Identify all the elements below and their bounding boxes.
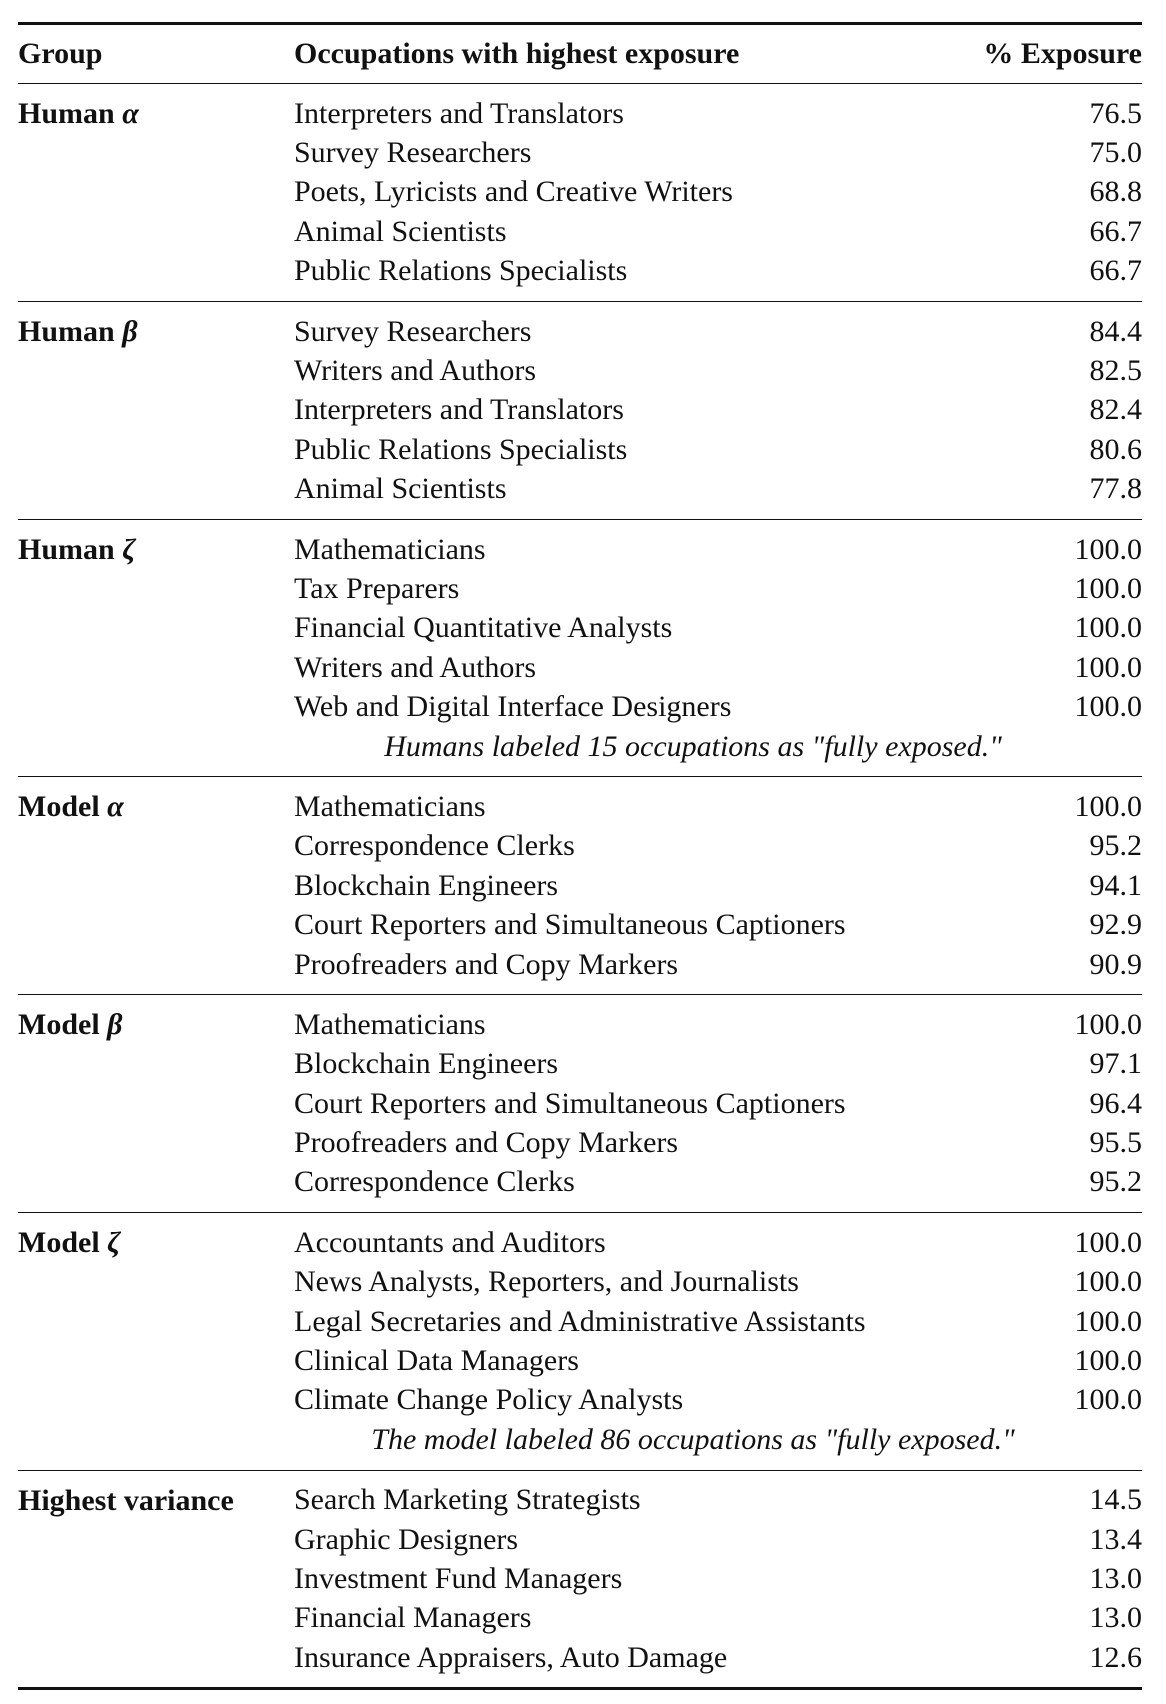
group-label [18,787,294,984]
occupation-cell: Financial Quantitative Analysts [294,611,673,645]
table-row [294,173,1142,212]
group-note-text: Humans labeled 15 occupations as "fully exposed." [384,729,1002,763]
exposure-cell: 100.0 [1074,789,1142,823]
occupation-cell: Animal Scientists [294,214,507,248]
table-row [294,530,1142,569]
group-label [18,312,294,509]
group-note-text: The model labeled 86 occupations as "fully exposed." [371,1423,1015,1457]
table-row [294,1638,1142,1677]
table-row [294,351,1142,390]
table-row [294,430,1142,469]
exposure-cell: 95.2 [1089,829,1142,863]
table-row [294,1005,1142,1044]
exposure-cell: 100.0 [1074,611,1142,645]
occupation-cell: Proofreaders and Copy Markers [294,947,679,981]
exposure-cell: 66.7 [1089,214,1142,248]
group-greek-symbol: α [107,790,124,824]
occupation-cell: Interpreters and Translators [294,96,624,130]
exposure-cell: 100.0 [1074,1265,1142,1299]
exposure-cell: 82.4 [1089,393,1142,427]
occupation-cell: Blockchain Engineers [294,868,559,902]
exposure-cell: 80.6 [1089,432,1142,466]
occupation-cell: Mathematicians [294,789,486,823]
group-block [18,1213,1142,1469]
exposure-cell: 96.4 [1089,1086,1142,1120]
table-row [294,687,1142,726]
exposure-cell: 95.2 [1089,1165,1142,1199]
table-row [294,94,1142,133]
table-body [18,84,1142,1687]
exposure-cell: 75.0 [1089,136,1142,170]
exposure-cell: 66.7 [1089,254,1142,288]
group-rows [294,1005,1142,1202]
occupation-cell: Public Relations Specialists [294,254,628,288]
group-greek-symbol: ζ [107,1226,121,1260]
exposure-cell: 13.0 [1089,1561,1142,1595]
table-row [294,1381,1142,1420]
exposure-cell: 94.1 [1089,868,1142,902]
table-row [294,312,1142,351]
exposure-cell: 84.4 [1089,314,1142,348]
occupation-cell: Climate Change Policy Analysts [294,1383,684,1417]
group-block [18,84,1142,301]
occupation-cell: Public Relations Specialists [294,432,628,466]
group-greek-symbol: β [107,1008,123,1042]
table-row [294,212,1142,251]
table-row [294,827,1142,866]
group-rows [294,94,1142,291]
group-rows [294,1223,1142,1459]
occupation-cell: Poets, Lyricists and Creative Writers [294,175,733,209]
header-group: Group [18,37,103,70]
table-row [294,1123,1142,1162]
occupation-cell: Graphic Designers [294,1522,519,1556]
group-greek-symbol: β [122,314,138,348]
table-row [294,1045,1142,1084]
exposure-cell: 13.0 [1089,1601,1142,1635]
exposure-cell: 100.0 [1074,1007,1142,1041]
header-exposure: % Exposure [983,37,1142,70]
occupation-cell: Writers and Authors [294,354,537,388]
table-row [294,1481,1142,1520]
table-row [294,1599,1142,1638]
group-label-text: Human [18,532,115,566]
table-row [294,945,1142,984]
occupation-cell: Correspondence Clerks [294,829,575,863]
occupation-cell: Search Marketing Strategists [294,1483,641,1517]
group-block [18,1471,1142,1688]
occupation-cell: Tax Preparers [294,571,460,605]
table-row [294,787,1142,826]
occupation-cell: News Analysts, Reporters, and Journalists [294,1265,799,1299]
group-greek-symbol: ζ [122,532,136,566]
header-occupations: Occupations with highest exposure [294,37,740,70]
occupation-cell: Clinical Data Managers [294,1344,579,1378]
group-block [18,520,1142,776]
exposure-cell: 13.4 [1089,1522,1142,1556]
group-note [18,727,1142,766]
group-label-text: Highest variance [18,1483,234,1517]
table-row [294,1223,1142,1262]
table-row [294,609,1142,648]
table-row [294,133,1142,172]
table-row [294,866,1142,905]
exposure-cell: 14.5 [1089,1483,1142,1517]
occupation-cell: Investment Fund Managers [294,1561,623,1595]
group-block [18,995,1142,1212]
occupation-cell: Blockchain Engineers [294,1047,559,1081]
exposure-cell: 77.8 [1089,472,1142,506]
occupation-cell: Correspondence Clerks [294,1165,575,1199]
bottom-rule [18,1687,1142,1690]
table-row [294,1341,1142,1380]
exposure-cell: 100.0 [1074,532,1142,566]
exposure-cell: 82.5 [1089,354,1142,388]
table-row [294,569,1142,608]
exposure-cell: 100.0 [1074,690,1142,724]
group-label-text: Human [18,97,115,130]
exposure-cell: 97.1 [1089,1047,1142,1081]
group-rows [294,530,1142,766]
occupation-cell: Survey Researchers [294,136,532,170]
occupation-cell: Accountants and Auditors [294,1225,606,1259]
group-label [18,1481,294,1678]
group-greek-symbol: α [122,97,139,130]
group-label-text: Model [18,790,100,824]
occupation-cell: Writers and Authors [294,650,537,684]
table-row [294,1520,1142,1559]
table-row [294,391,1142,430]
table-header [18,25,1142,83]
exposure-cell: 95.5 [1089,1126,1142,1160]
table-row [294,470,1142,509]
group-rows [294,1481,1142,1678]
occupation-cell: Financial Managers [294,1601,532,1635]
group-block [18,777,1142,994]
exposure-cell: 100.0 [1074,1383,1142,1417]
occupation-cell: Court Reporters and Simultaneous Captioners [294,908,846,942]
table-row [294,252,1142,291]
exposure-cell: 92.9 [1089,908,1142,942]
exposure-cell: 100.0 [1074,1304,1142,1338]
exposure-cell: 100.0 [1074,571,1142,605]
group-rows [294,787,1142,984]
group-label-text: Model [18,1008,100,1042]
exposure-cell: 68.8 [1089,175,1142,209]
exposure-cell: 100.0 [1074,1225,1142,1259]
group-block [18,302,1142,519]
group-label [18,94,294,291]
group-rows [294,312,1142,509]
table-row [294,905,1142,944]
table-row [294,1163,1142,1202]
group-label-text: Human [18,314,115,348]
group-label-text: Model [18,1226,100,1260]
occupation-cell: Legal Secretaries and Administrative Assistants [294,1304,866,1338]
exposure-cell: 90.9 [1089,947,1142,981]
exposure-cell: 12.6 [1089,1640,1142,1674]
group-label [18,1005,294,1202]
occupation-cell: Insurance Appraisers, Auto Damage [294,1640,728,1674]
occupation-cell: Mathematicians [294,532,486,566]
exposure-cell: 100.0 [1074,650,1142,684]
group-note [18,1420,1142,1459]
table-row [294,1084,1142,1123]
exposure-table [18,22,1142,1690]
exposure-cell: 76.5 [1089,96,1142,130]
occupation-cell: Interpreters and Translators [294,393,624,427]
table-row [294,1302,1142,1341]
occupation-cell: Survey Researchers [294,314,532,348]
table-row [294,1559,1142,1598]
table-row [294,648,1142,687]
occupation-cell: Proofreaders and Copy Markers [294,1126,679,1160]
occupation-cell: Animal Scientists [294,472,507,506]
occupation-cell: Court Reporters and Simultaneous Captioners [294,1086,846,1120]
occupation-cell: Mathematicians [294,1007,486,1041]
occupation-cell: Web and Digital Interface Designers [294,690,732,724]
table-row [294,1263,1142,1302]
exposure-cell: 100.0 [1074,1344,1142,1378]
